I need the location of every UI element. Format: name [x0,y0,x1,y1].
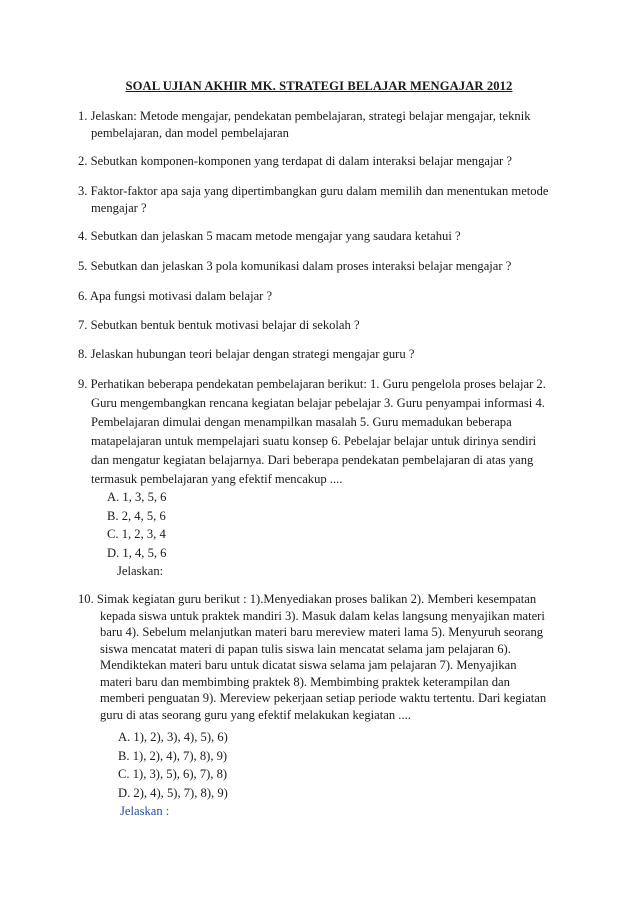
question-line: 9. Perhatikan beberapa pendekatan pembelajaran berikut: 1. Guru pengelola proses belajar 2. [78,377,546,391]
option-d: D. 2), 4), 5), 7), 8), 9) [118,785,228,800]
question-line: 10. Simak kegiatan guru berikut : 1).Menyediakan proses balikan 2). Memberi kesempatan [78,592,537,606]
question-line: baru 4). Sebelum melanjutkan materi baru mereview materi lama 5). Menyuruh seorang [100,625,544,639]
option-b: B. 2, 4, 5, 6 [107,508,166,523]
question-line: 3. Faktor-faktor apa saja yang dipertimbangkan guru dalam memilih dan menentukan metode [78,184,549,198]
question-8 [78,346,568,363]
page-title: SOAL UJIAN AKHIR MK. STRATEGI BELAJAR MENGAJAR 2012 [125,79,513,93]
question-line: memberi penguatan 9). Mereview pekerjaan setiap periode waktu tertentu. Dari kegiatan [100,691,547,705]
option-c: C. 1), 3), 5), 6), 7), 8) [118,767,228,781]
question-line: materi baru dan membimbing praktek 8). Membimbing praktek keterampilan dan [100,674,510,689]
question-1 [78,108,568,142]
question-line: kepada siswa untuk praktek mandiri 3). Masuk dalam kelas langsung menyajikan materi [100,608,545,623]
question-line: Guru mengembangkan rencana kegiatan belajar pebelajar 3. Guru penyampai informasi 4. [91,396,545,410]
question-line: pembelajaran, dan model pembelajaran [91,126,289,140]
question-4 [78,228,568,245]
question-9 [78,375,578,489]
question-line: Pembelajaran dimulai dengan menampilkan masalah 5. Guru memadukan beberapa [91,415,512,429]
question-line: matapelajaran untuk mempelajari suatu konsep 6. Pebelajar belajar untuk dirinya sendiri [91,434,537,448]
option-a: A. 1), 2), 3), 4), 5), 6) [118,730,228,744]
question-line: 2. Sebutkan komponen-komponen yang terdapat di dalam interaksi belajar mengajar ? [78,154,512,168]
option-a: A. 1, 3, 5, 6 [107,490,167,504]
question-line: 6. Apa fungsi motivasi dalam belajar ? [78,289,273,303]
question-line: 7. Sebutkan bentuk bentuk motivasi belajar di sekolah ? [78,318,360,332]
question-line: Mendiktekan materi baru untuk dicatat siswa selama jam pelajaran 7). Menyajikan [100,658,517,672]
explain-label: Jelaskan: [117,564,164,578]
option-b: B. 1), 2), 4), 7), 8), 9) [118,748,228,763]
question-line: 1. Jelaskan: Metode mengajar, pendekatan pembelajaran, strategi belajar mengajar, teknik [78,109,531,123]
question-line: termasuk pembelajaran yang efektif mencakup .... [91,472,343,486]
question-5 [78,258,568,275]
question-line: mengajar ? [91,201,147,215]
question-line: 4. Sebutkan dan jelaskan 5 macam metode mengajar yang saudara ketahui ? [78,229,461,243]
question-line: guru di atas seorang guru yang efektif melakukan kegiatan .... [100,707,411,722]
question-10-options [118,728,228,821]
question-7 [78,317,568,334]
question-line: siswa mencatat materi di papan tulis siswa lain mencatat selama jam pelajaran 6). [100,641,511,656]
explain-label: Jelaskan : [120,804,170,818]
question-9-options [107,488,166,581]
question-line: 8. Jelaskan hubungan teori belajar dengan strategi mengajar guru ? [78,347,415,361]
question-3 [78,183,568,217]
question-6 [78,288,568,305]
question-10 [78,591,568,723]
question-2 [78,153,568,170]
question-line: 5. Sebutkan dan jelaskan 3 pola komunikasi dalam proses interaksi belajar mengajar ? [78,259,512,273]
option-d: D. 1, 4, 5, 6 [107,545,167,560]
question-line: dan mengatur kegiatan belajarnya. Dari beberapa pendekatan pembelajaran di atas yang [91,453,534,467]
option-c: C. 1, 2, 3, 4 [107,527,166,541]
